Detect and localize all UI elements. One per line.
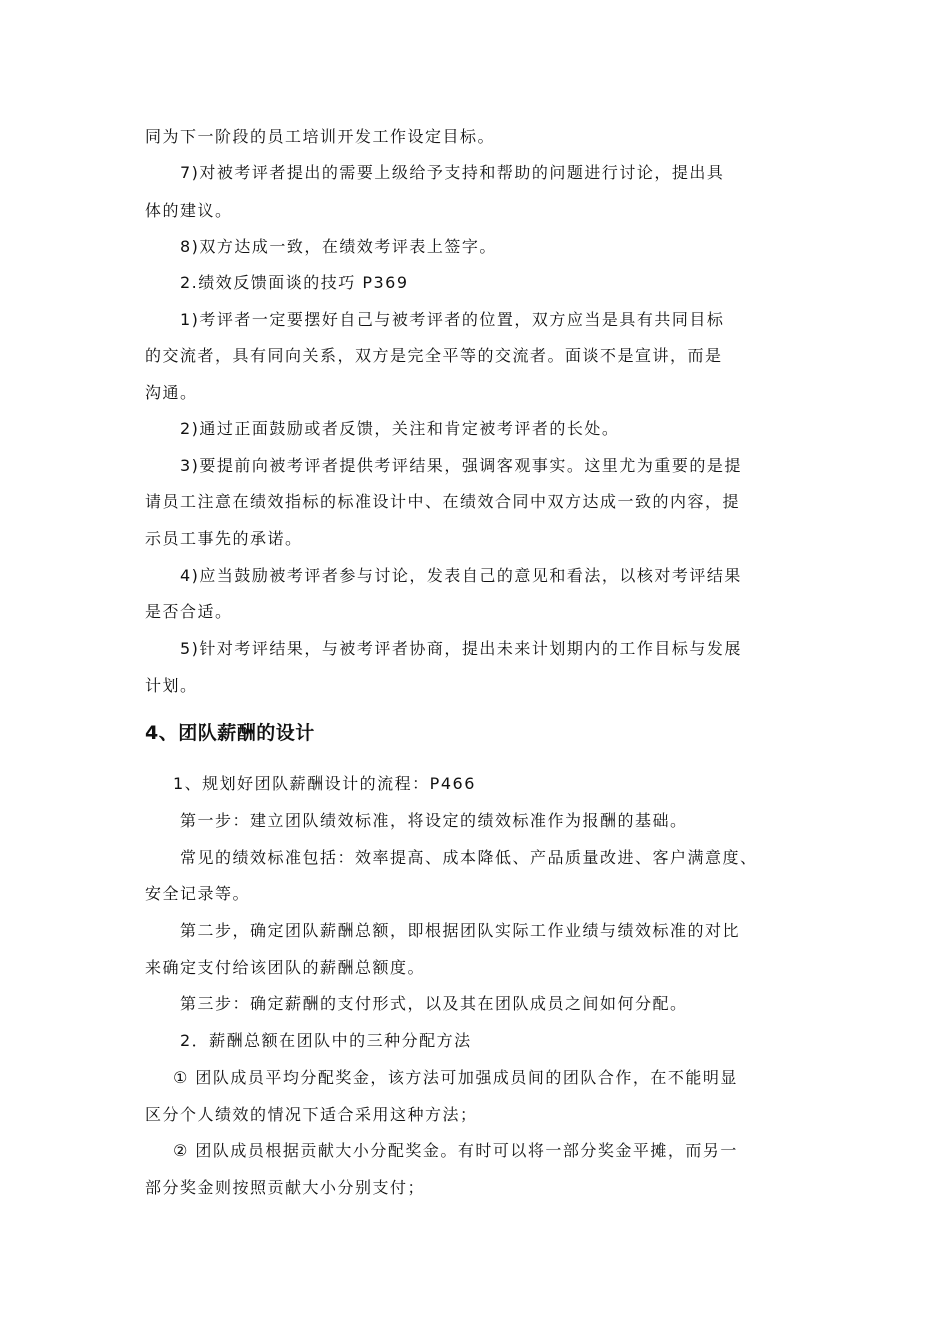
section-heading: 4、团队薪酬的设计 xyxy=(145,722,315,744)
paragraph-line: 沟通。 xyxy=(145,383,198,402)
paragraph-line: 请员工注意在绩效指标的标准设计中、在绩效合同中双方达成一致的内容，提 xyxy=(145,492,741,511)
paragraph-line: 是否合适。 xyxy=(145,602,233,621)
paragraph-line: 体的建议。 xyxy=(145,201,233,220)
subheading-line: 2．薪酬总额在团队中的三种分配方法 xyxy=(180,1031,472,1050)
paragraph-line: 第一步：建立团队绩效标准，将设定的绩效标准作为报酬的基础。 xyxy=(180,811,688,830)
subheading-line: 1、规划好团队薪酬设计的流程：P466 xyxy=(173,774,476,793)
paragraph-line: 计划。 xyxy=(145,676,198,695)
subheading-line: 2.绩效反馈面谈的技巧 P369 xyxy=(180,273,409,292)
paragraph-line: ② 团队成员根据贡献大小分配奖金。有时可以将一部分奖金平摊，而另一 xyxy=(173,1141,738,1160)
paragraph-line: 8)双方达成一致，在绩效考评表上签字。 xyxy=(180,237,497,256)
paragraph-line: 的交流者，具有同向关系，双方是完全平等的交流者。面谈不是宣讲，而是 xyxy=(145,346,723,365)
paragraph-line: 第二步，确定团队薪酬总额，即根据团队实际工作业绩与绩效标准的对比 xyxy=(180,921,741,940)
paragraph-line: 2)通过正面鼓励或者反馈，关注和肯定被考评者的长处。 xyxy=(180,419,620,438)
paragraph-line: 4)应当鼓励被考评者参与讨论，发表自己的意见和看法，以核对考评结果 xyxy=(180,566,742,585)
paragraph-line: 3)要提前向被考评者提供考评结果，强调客观事实。这里尤为重要的是提 xyxy=(180,456,742,475)
paragraph-line: 部分奖金则按照贡献大小分别支付； xyxy=(145,1178,426,1197)
paragraph-line: 来确定支付给该团队的薪酬总额度。 xyxy=(145,958,426,977)
paragraph-line: 常见的绩效标准包括：效率提高、成本降低、产品质量改进、客户满意度、 xyxy=(180,848,758,867)
paragraph-line: 示员工事先的承诺。 xyxy=(145,529,303,548)
paragraph-line: 同为下一阶段的员工培训开发工作设定目标。 xyxy=(145,127,496,146)
paragraph-line: 1)考评者一定要摆好自己与被考评者的位置，双方应当是具有共同目标 xyxy=(180,310,725,329)
paragraph-line: ① 团队成员平均分配奖金，该方法可加强成员间的团队合作，在不能明显 xyxy=(173,1068,738,1087)
paragraph-line: 区分个人绩效的情况下适合采用这种方法； xyxy=(145,1105,478,1124)
paragraph-line: 第三步：确定薪酬的支付形式，以及其在团队成员之间如何分配。 xyxy=(180,994,688,1013)
paragraph-line: 5)针对考评结果，与被考评者协商，提出未来计划期内的工作目标与发展 xyxy=(180,639,742,658)
paragraph-line: 安全记录等。 xyxy=(145,884,251,903)
paragraph-line: 7)对被考评者提出的需要上级给予支持和帮助的问题进行讨论，提出具 xyxy=(180,163,725,182)
